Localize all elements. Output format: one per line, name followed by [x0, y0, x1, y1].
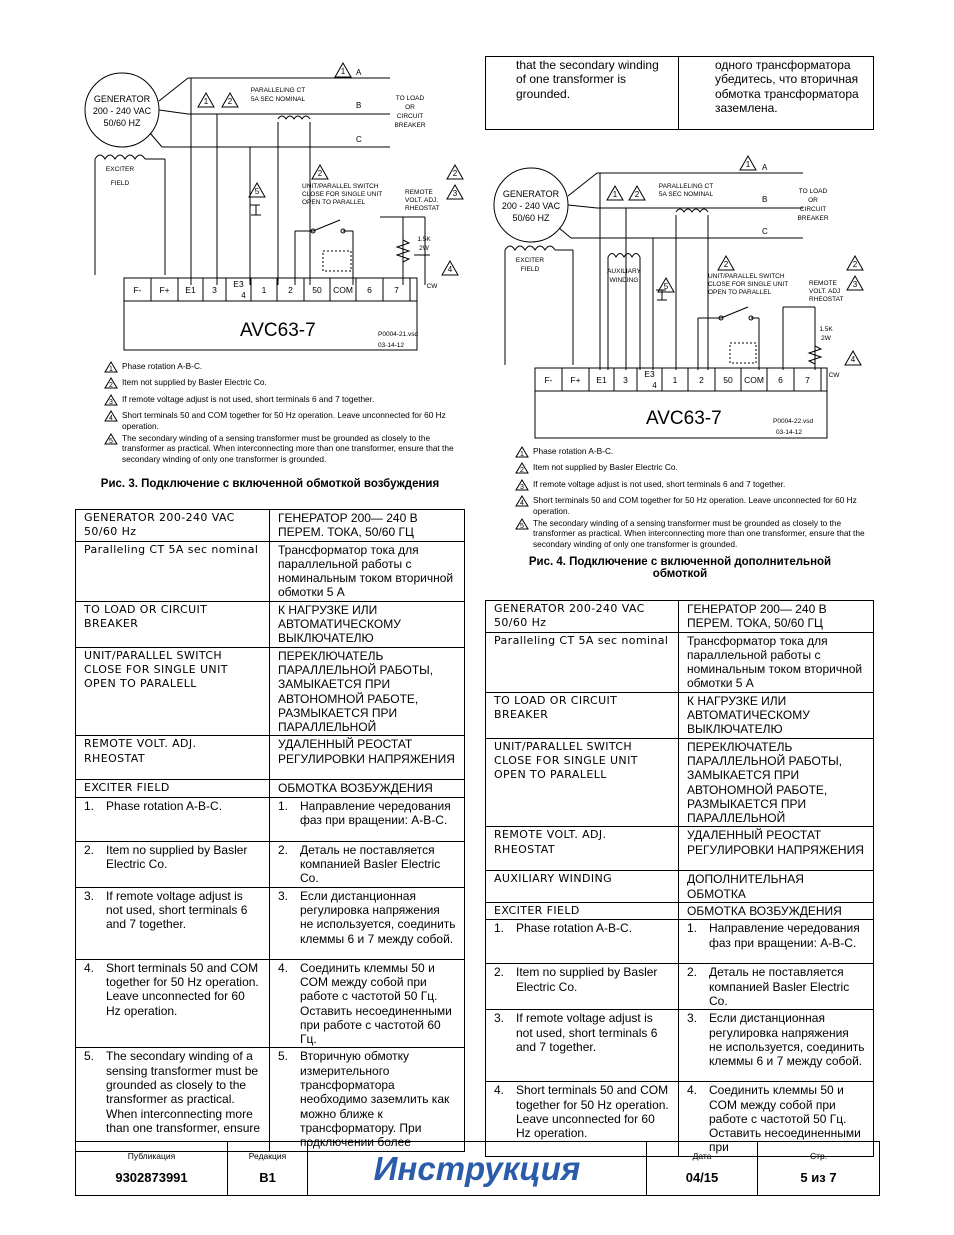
- phase-c-label: C: [762, 227, 768, 236]
- note-body: Направление чередования фаз при вращении: A-B-C.: [709, 921, 860, 950]
- terminal-label: 1: [672, 375, 678, 385]
- cw-label: CW: [426, 283, 438, 290]
- date-label: Дата: [692, 1151, 712, 1161]
- terminal-label: 50: [723, 375, 733, 385]
- note-english: [486, 920, 679, 964]
- note-text: Short terminals 50 and COM together for 50 Hz operation. Leave unconnected for 60 Hz operation.: [122, 410, 446, 431]
- term-english: EXCITER FIELD: [486, 903, 679, 920]
- rheostat-value-1: 1.5K: [819, 326, 833, 333]
- term-russian: ОБМОТКА ВОЗБУЖДЕНИЯ: [270, 780, 465, 797]
- note-number: 4.: [687, 1083, 698, 1098]
- model-label: AVC63-7: [646, 408, 722, 429]
- note-russian: [270, 841, 465, 887]
- note-number: 2.: [687, 965, 698, 980]
- generator-label-2: 200 - 240 VAC: [501, 201, 561, 211]
- note-number: 1.: [687, 921, 698, 936]
- page-cell: [758, 1142, 879, 1195]
- figure-caption-4: [485, 556, 875, 580]
- marker-number: 4: [447, 265, 453, 274]
- table-row: [76, 736, 465, 780]
- translation-table-2: [485, 600, 874, 1157]
- terminal-label: 7: [394, 285, 399, 295]
- terminal-strip-fig4: [535, 368, 821, 391]
- note-text: Short terminals 50 and COM together for 50 Hz operation. Leave unconnected for 60 Hz operation.: [533, 495, 857, 516]
- paralleling-ct-label-1: PARALLELING CT: [658, 183, 714, 190]
- date-label: 03-14-12: [378, 342, 405, 349]
- translation-table-1: [75, 509, 465, 1152]
- remote-label-1: REMOTE: [405, 189, 433, 196]
- note-body: Если дистанционная регулировка напряжения не используется, соединить клеммы 6 и 7 между собой.: [300, 888, 456, 946]
- note-marker-icon: [104, 410, 122, 424]
- paralleling-ct-label-2: 5A SEC NOMINAL: [250, 96, 306, 103]
- auxiliary-label-1: AUXILIARY: [607, 268, 641, 275]
- terminal-label: 3: [212, 285, 217, 295]
- note-marker-icon: [515, 446, 533, 460]
- date-value: 04/15: [685, 1170, 719, 1185]
- table-row: [76, 841, 465, 887]
- term-english: GENERATOR 200-240 VAC 50/60 Hz: [486, 601, 679, 633]
- note-number: 1.: [84, 798, 95, 813]
- note-number: 2.: [494, 965, 505, 980]
- note-text: Item not supplied by Basler Electric Co.: [533, 462, 678, 473]
- publication-cell: [76, 1142, 228, 1195]
- note-number: 3.: [278, 888, 289, 903]
- note-text: If remote voltage adjust is not used, short terminals 6 and 7 together.: [533, 478, 786, 489]
- terminal-label: COM: [333, 285, 353, 295]
- phase-b-label: B: [762, 195, 768, 204]
- note-marker-icon: [104, 394, 122, 408]
- revision-cell: [228, 1142, 308, 1195]
- continuation-table: [485, 56, 874, 130]
- term-russian: УДАЛЕННЫЙ РЕОСТАТ РЕГУЛИРОВКИ НАПРЯЖЕНИЯ: [679, 827, 874, 871]
- model-label: AVC63-7: [240, 320, 316, 341]
- marker-number: 5: [663, 282, 669, 291]
- note-marker-icon: [104, 361, 122, 375]
- note-number: 2.: [84, 842, 95, 857]
- note-english: [76, 887, 270, 959]
- marker-number: 2: [723, 260, 729, 269]
- terminal-label: 4: [652, 381, 657, 390]
- term-english: UNIT/PARALLEL SWITCH CLOSE FOR SINGLE UNIT OPEN TO PARALELL: [76, 647, 270, 736]
- generator-label-2: 200 - 240 VAC: [92, 106, 152, 116]
- note-marker-icon: [104, 433, 122, 447]
- to-load-label-3: CIRCUIT: [799, 206, 827, 213]
- table-row: [76, 797, 465, 841]
- terminal-label: 6: [778, 375, 783, 385]
- note-body: The secondary winding of a sensing transformer must be grounded as closely to the transformer as practical. When interconnecting more than one transformer, ensure: [106, 1049, 261, 1135]
- unit-parallel-label-1: UNIT/PARALLEL SWITCH: [708, 273, 785, 280]
- unit-parallel-label-3: OPEN TO PARALLEL: [302, 199, 366, 206]
- svg-text:4: 4: [109, 415, 113, 423]
- to-load-label-4: BREAKER: [797, 215, 829, 222]
- page-label: Стр.: [809, 1151, 828, 1161]
- terminal-label: 6: [367, 285, 372, 295]
- note-marker-icon: [104, 377, 122, 391]
- note-1: [515, 446, 875, 460]
- note-number: 5.: [84, 1049, 95, 1064]
- remote-label-3: RHEOSTAT: [809, 296, 844, 303]
- unit-parallel-label-2: CLOSE FOR SINGLE UNIT: [708, 281, 789, 288]
- term-russian: Трансформатор тока для параллельной работы с номинальным током вторичной обмотки 5 А: [270, 541, 465, 601]
- table-row: [486, 964, 874, 1010]
- table-row: [76, 647, 465, 736]
- table-row: [486, 692, 874, 738]
- note-body: Соединить клеммы 50 и COM между собой при работе с частотой 50 Гц. Оставить несоединенными при: [709, 1083, 861, 1155]
- paralleling-ct-label-2: 5A SEC NOMINAL: [658, 191, 714, 198]
- wiring-diagram-fig3: [80, 55, 470, 360]
- note-number: 5.: [278, 1049, 289, 1064]
- marker-number: 4: [850, 355, 856, 364]
- auxiliary-coil: [608, 254, 640, 258]
- term-russian: УДАЛЕННЫЙ РЕОСТАТ РЕГУЛИРОВКИ НАПРЯЖЕНИЯ: [270, 736, 465, 780]
- note-text: The secondary winding of a sensing transformer must be grounded as closely to the transformer as practical. When interconnecting more than one transformer, ensure that the secondary winding of only one transformer is grounded.: [533, 518, 865, 549]
- term-russian: ГЕНЕРАТОР 200— 240 В ПЕРЕМ. ТОКА, 50/60 ГЦ: [679, 601, 874, 633]
- note-text: Phase rotation A-B-C.: [122, 361, 203, 371]
- svg-text:1: 1: [109, 366, 113, 373]
- table-row: [76, 959, 465, 1048]
- note-number: 3.: [687, 1011, 698, 1026]
- note-russian: [679, 964, 874, 1010]
- table-row: [76, 541, 465, 601]
- note-body: Направление чередования фаз при вращении: A-B-C.: [300, 798, 451, 828]
- terminal-label: F+: [159, 285, 170, 295]
- note-body: Деталь не поставляется компанией Basler Electric Co.: [300, 842, 441, 886]
- note-text: The secondary winding of a sensing transformer must be grounded as closely to the transformer as practical. When interconnecting more than one transformer, ensure that the secondary winding of only one transformer is grounded.: [122, 433, 454, 464]
- note-english: [486, 964, 679, 1010]
- terminal-label: 4: [241, 291, 246, 300]
- title-cell: [308, 1142, 647, 1195]
- auxiliary-label-2: WINDING: [609, 277, 639, 284]
- table-row: [486, 1010, 874, 1082]
- marker-number: 2: [852, 260, 858, 269]
- phase-c-label: C: [356, 135, 362, 144]
- unit-parallel-label-3: OPEN TO PARALLEL: [708, 289, 772, 296]
- note-5: [515, 518, 875, 549]
- caption-line-1: Рис. 4. Подключение с включенной дополнительной: [528, 556, 832, 568]
- marker-number: 1: [203, 97, 209, 106]
- table-row: [76, 780, 465, 797]
- publication-number: 9302873991: [115, 1170, 188, 1185]
- note-body: Соединить клеммы 50 и COM между собой при работе с частотой 50 Гц. Оставить несоединенными при работе с частотой 60 Гц.: [300, 960, 452, 1047]
- terminal-label: 50: [312, 285, 322, 295]
- svg-text:4: 4: [520, 500, 524, 508]
- note-number: 4.: [494, 1083, 505, 1098]
- note-text: Phase rotation A-B-C.: [533, 446, 614, 456]
- note-body: Деталь не поставляется компанией Basler Electric Co.: [709, 965, 850, 1008]
- exciter-label-2: FIELD: [520, 266, 540, 273]
- term-russian: ОБМОТКА ВОЗБУЖДЕНИЯ: [679, 903, 874, 920]
- term-english: Paralleling CT 5A sec nominal: [76, 541, 270, 601]
- wiring-diagram-fig4: [493, 150, 873, 440]
- note-russian: [270, 959, 465, 1048]
- terminal-label: COM: [744, 375, 764, 385]
- terminal-label: F-: [544, 375, 553, 385]
- table-row: [486, 903, 874, 920]
- generator-label-3: 50/60 HZ: [512, 213, 550, 223]
- to-load-label-2: OR: [405, 104, 415, 111]
- revision-value: B1: [259, 1170, 276, 1185]
- terminal-label: E3: [644, 369, 655, 379]
- to-load-label-1: TO LOAD: [395, 95, 425, 102]
- notes-fig4: [515, 446, 875, 551]
- note-body: Вторичную обмотку измерительного трансформатора необходимо заземлить как можно ближе к трансформатору. При подключении более: [300, 1049, 450, 1150]
- note-english: [76, 841, 270, 887]
- table-row: [76, 887, 465, 959]
- note-body: Phase rotation A-B-C.: [516, 921, 633, 936]
- note-2: [515, 462, 875, 476]
- terminal-label: 2: [288, 285, 293, 295]
- note-russian: [679, 1010, 874, 1082]
- terminal-label: E1: [185, 285, 196, 295]
- marker-number: 1: [612, 190, 618, 199]
- note-number: 3.: [494, 1011, 505, 1026]
- remote-label-2: VOLT. ADJ.: [405, 197, 439, 204]
- table-row: [486, 738, 874, 827]
- exciter-label-1: EXCITER: [105, 166, 135, 173]
- phase-a-label: A: [356, 68, 362, 77]
- term-english: TO LOAD OR CIRCUIT BREAKER: [76, 601, 270, 647]
- generator-label-3: 50/60 HZ: [103, 118, 141, 128]
- page-number: 5 из 7: [800, 1170, 837, 1185]
- table-row: [486, 871, 874, 903]
- marker-number: 1: [745, 160, 751, 169]
- terminal-label: 1: [261, 285, 267, 295]
- exciter-coil: [505, 246, 555, 250]
- exciter-label-1: EXCITER: [515, 257, 545, 264]
- note-russian: [270, 1048, 465, 1151]
- term-russian: ПЕРЕКЛЮЧАТЕЛЬ ПАРАЛЛЕЛЬНОЙ РАБОТЫ, ЗАМЫКАЕТСЯ ПРИ АВТОНОМНОЙ РАБОТЕ, РАЗМЫКАЕТСЯ ПРИ ПАРАЛЛЕЛЬНОЙ: [270, 647, 465, 736]
- marker-number: 2: [317, 169, 323, 178]
- to-load-label-2: OR: [808, 197, 818, 204]
- note-body: Item no supplied by Basler Electric Co.: [106, 842, 248, 872]
- terminal-label: 3: [623, 375, 628, 385]
- note-russian: [270, 797, 465, 841]
- term-english: UNIT/PARALLEL SWITCH CLOSE FOR SINGLE UNIT OPEN TO PARALELL: [486, 738, 679, 827]
- table-row: [76, 1048, 465, 1151]
- note-english: [76, 959, 270, 1048]
- date-cell: [647, 1142, 758, 1195]
- note-marker-icon: [515, 462, 533, 476]
- note-english: [486, 1010, 679, 1082]
- terminal-strip-fig3: [124, 278, 410, 301]
- svg-text:2: 2: [109, 382, 113, 390]
- svg-text:3: 3: [520, 483, 524, 491]
- rheostat-value-2: 2W: [419, 245, 429, 252]
- continuation-en: that the secondary winding of one transformer is grounded.: [486, 57, 679, 130]
- note-number: 1.: [494, 921, 505, 936]
- note-3: [104, 394, 464, 408]
- note-4: [104, 410, 464, 431]
- note-body: Если дистанционная регулировка напряжения не используется, соединить клеммы 6 и 7 между собой.: [709, 1011, 865, 1069]
- term-russian: К НАГРУЗКЕ ИЛИ АВТОМАТИЧЕСКОМУ ВЫКЛЮЧАТЕЛЮ: [270, 601, 465, 647]
- file-label: P0004-21.vsd: [378, 331, 419, 338]
- note-text: If remote voltage adjust is not used, short terminals 6 and 7 together.: [122, 393, 375, 404]
- to-load-label-3: CIRCUIT: [396, 113, 424, 120]
- note-russian: [679, 920, 874, 964]
- caption-line-2: обмоткой: [652, 568, 708, 580]
- cw-label: CW: [828, 372, 840, 379]
- marker-number: 3: [452, 189, 458, 198]
- revision-label: Редакция: [248, 1151, 287, 1161]
- marker-number: 2: [452, 169, 458, 178]
- note-number: 4.: [278, 960, 289, 975]
- generator-label-1: GENERATOR: [502, 189, 560, 199]
- figure-caption-3: Рис. 3. Подключение с включенной обмоткой возбуждения: [100, 478, 440, 490]
- term-russian: ГЕНЕРАТОР 200— 240 В ПЕРЕМ. ТОКА, 50/60 ГЦ: [270, 510, 465, 542]
- unit-parallel-label-2: CLOSE FOR SINGLE UNIT: [302, 191, 383, 198]
- term-english: TO LOAD OR CIRCUIT BREAKER: [486, 692, 679, 738]
- note-body: If remote voltage adjust is not used, short terminals 6 and 7 together.: [516, 1011, 658, 1054]
- term-english: REMOTE VOLT. ADJ. RHEOSTAT: [486, 827, 679, 871]
- note-number: 3.: [84, 888, 95, 903]
- note-body: Short terminals 50 and COM together for 50 Hz operation. Leave unconnected for 60 Hz operation.: [106, 960, 259, 1018]
- remote-label-3: RHEOSTAT: [405, 205, 440, 212]
- term-english: GENERATOR 200-240 VAC 50/60 Hz: [76, 510, 270, 542]
- terminal-label: F+: [570, 375, 581, 385]
- note-text: Item not supplied by Basler Electric Co.: [122, 377, 267, 388]
- term-russian: ПЕРЕКЛЮЧАТЕЛЬ ПАРАЛЛЕЛЬНОЙ РАБОТЫ, ЗАМЫКАЕТСЯ ПРИ АВТОНОМНОЙ РАБОТЕ, РАЗМЫКАЕТСЯ ПРИ ПАРАЛЛЕЛЬНОЙ: [679, 738, 874, 827]
- generator-label-1: GENERATOR: [93, 94, 151, 104]
- note-russian: [270, 887, 465, 959]
- remote-label-1: REMOTE: [809, 280, 837, 287]
- marker-number: 3: [852, 280, 858, 289]
- notes-fig3: [104, 361, 464, 466]
- note-2: [104, 377, 464, 391]
- note-body: If remote voltage adjust is not used, short terminals 6 and 7 together.: [106, 888, 248, 932]
- to-load-label-1: TO LOAD: [798, 188, 828, 195]
- term-english: REMOTE VOLT. ADJ. RHEOSTAT: [76, 736, 270, 780]
- to-load-label-4: BREAKER: [394, 122, 426, 129]
- note-number: 4.: [84, 960, 95, 975]
- svg-text:5: 5: [109, 438, 113, 446]
- term-russian: Трансформатор тока для параллельной работы с номинальным током вторичной обмотки 5 А: [679, 632, 874, 692]
- table-row: [486, 601, 874, 633]
- terminal-label: F-: [133, 285, 142, 295]
- note-english: [76, 797, 270, 841]
- note-body: Short terminals 50 and COM together for 50 Hz operation. Leave unconnected for 60 Hz operation.: [516, 1083, 669, 1141]
- terminal-label: 7: [805, 375, 810, 385]
- note-number: 1.: [278, 798, 289, 813]
- page-footer: [75, 1141, 880, 1196]
- note-body: Phase rotation A-B-C.: [106, 798, 223, 813]
- svg-text:2: 2: [520, 467, 524, 475]
- remote-label-2: VOLT. ADJ: [809, 288, 841, 295]
- terminal-label: E1: [596, 375, 607, 385]
- term-english: AUXILIARY WINDING: [486, 871, 679, 903]
- note-3: [515, 479, 875, 493]
- marker-number: 2: [634, 190, 640, 199]
- term-russian: ДОПОЛНИТЕЛЬНАЯ ОБМОТКА: [679, 871, 874, 903]
- terminal-label: E3: [233, 279, 244, 289]
- unit-parallel-label-1: UNIT/PARALLEL SWITCH: [302, 183, 379, 190]
- note-marker-icon: [515, 518, 533, 532]
- marker-number: 5: [254, 187, 260, 196]
- note-number: 2.: [278, 842, 289, 857]
- table-row: [486, 827, 874, 871]
- terminal-label: 2: [699, 375, 704, 385]
- note-5: [104, 433, 464, 464]
- publication-label: Публикация: [127, 1151, 176, 1161]
- note-body: Item no supplied by Basler Electric Co.: [516, 965, 658, 994]
- marker-number: 2: [227, 97, 233, 106]
- paralleling-ct-label-1: PARALLELING CT: [250, 87, 306, 94]
- note-english: [76, 1048, 270, 1151]
- note-1: [104, 361, 464, 375]
- svg-text:5: 5: [520, 523, 524, 531]
- marker-number: 1: [340, 67, 346, 76]
- table-row: [76, 601, 465, 647]
- document-title: Инструкция: [373, 1150, 581, 1187]
- table-row: [76, 510, 465, 542]
- svg-text:1: 1: [520, 451, 524, 458]
- phase-b-label: B: [356, 101, 362, 110]
- rheostat-value-1: 1.5K: [417, 236, 431, 243]
- exciter-label-2: FIELD: [110, 180, 130, 187]
- table-row: [486, 920, 874, 964]
- term-english: Paralleling CT 5A sec nominal: [486, 632, 679, 692]
- note-4: [515, 495, 875, 516]
- svg-text:3: 3: [109, 398, 113, 406]
- term-english: EXCITER FIELD: [76, 780, 270, 797]
- term-russian: К НАГРУЗКЕ ИЛИ АВТОМАТИЧЕСКОМУ ВЫКЛЮЧАТЕЛЮ: [679, 692, 874, 738]
- phase-a-label: A: [762, 163, 768, 172]
- exciter-coil: [95, 155, 145, 159]
- file-label: P0004-22.vsd: [773, 418, 814, 425]
- continuation-ru: одного трансформатора убедитесь, что вторичная обмотка трансформатора заземлена.: [679, 57, 874, 130]
- rheostat-value-2: 2W: [821, 335, 831, 342]
- date-label: 03-14-12: [776, 429, 803, 436]
- table-row: [486, 632, 874, 692]
- note-marker-icon: [515, 479, 533, 493]
- note-marker-icon: [515, 495, 533, 509]
